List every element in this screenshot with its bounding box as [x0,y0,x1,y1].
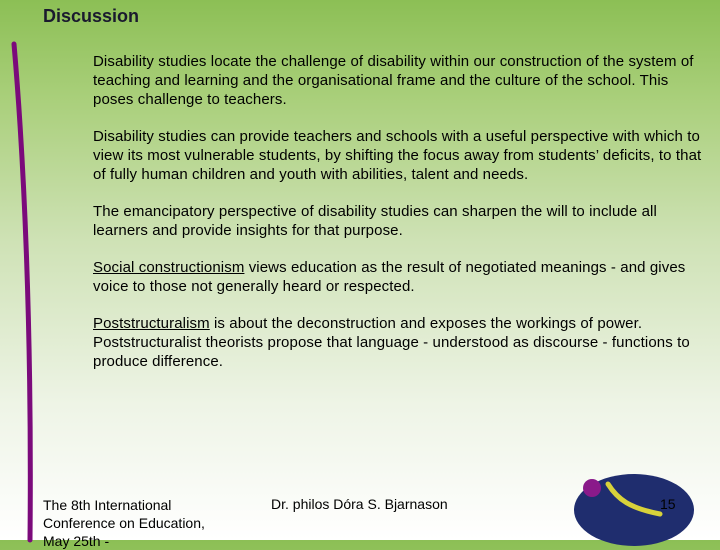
paragraph-5 [93,314,711,371]
paragraph-3 [93,202,711,240]
paragraph-text: Disability studies locate the challenge of disability within our construction of the system of teaching and learning and the organisational frame and the culture of the school. This poses challenge to teachers. [93,53,694,108]
term-poststructuralism: Poststructuralism [93,315,210,332]
slide-title: Discussion [43,6,140,26]
footer-author: Dr. philos Dóra S. Bjarnason [271,496,448,512]
paragraph-text: views education as the result of negotiated meanings - and gives voice to those not generally heard or respected. [93,259,686,295]
paragraph-2 [93,127,711,184]
paragraph-text: is about the deconstruction and exposes the workings of power. Poststructuralist theorists propose that language - understood as discourse - functions to produce difference. [93,315,690,370]
paragraph-text: Disability studies can provide teachers and schools with a useful perspective with which to view its most vulnerable students, by shifting the focus away from students’ deficits, to that of fully human children and youth with abilities, talent and needs. [93,128,702,183]
paragraph-text: The emancipatory perspective of disability studies can sharpen the will to include all learners and provide insights for that purpose. [93,203,657,239]
paragraph-4 [93,258,711,296]
term-social-constructionism: Social constructionism [93,259,245,276]
footer-conference: The 8th International Conference on Education, May 25th - [43,497,205,549]
page-number: 15 [660,496,676,512]
conference-logo-icon [572,470,720,540]
paragraph-1 [93,52,711,109]
content-body [93,52,711,389]
